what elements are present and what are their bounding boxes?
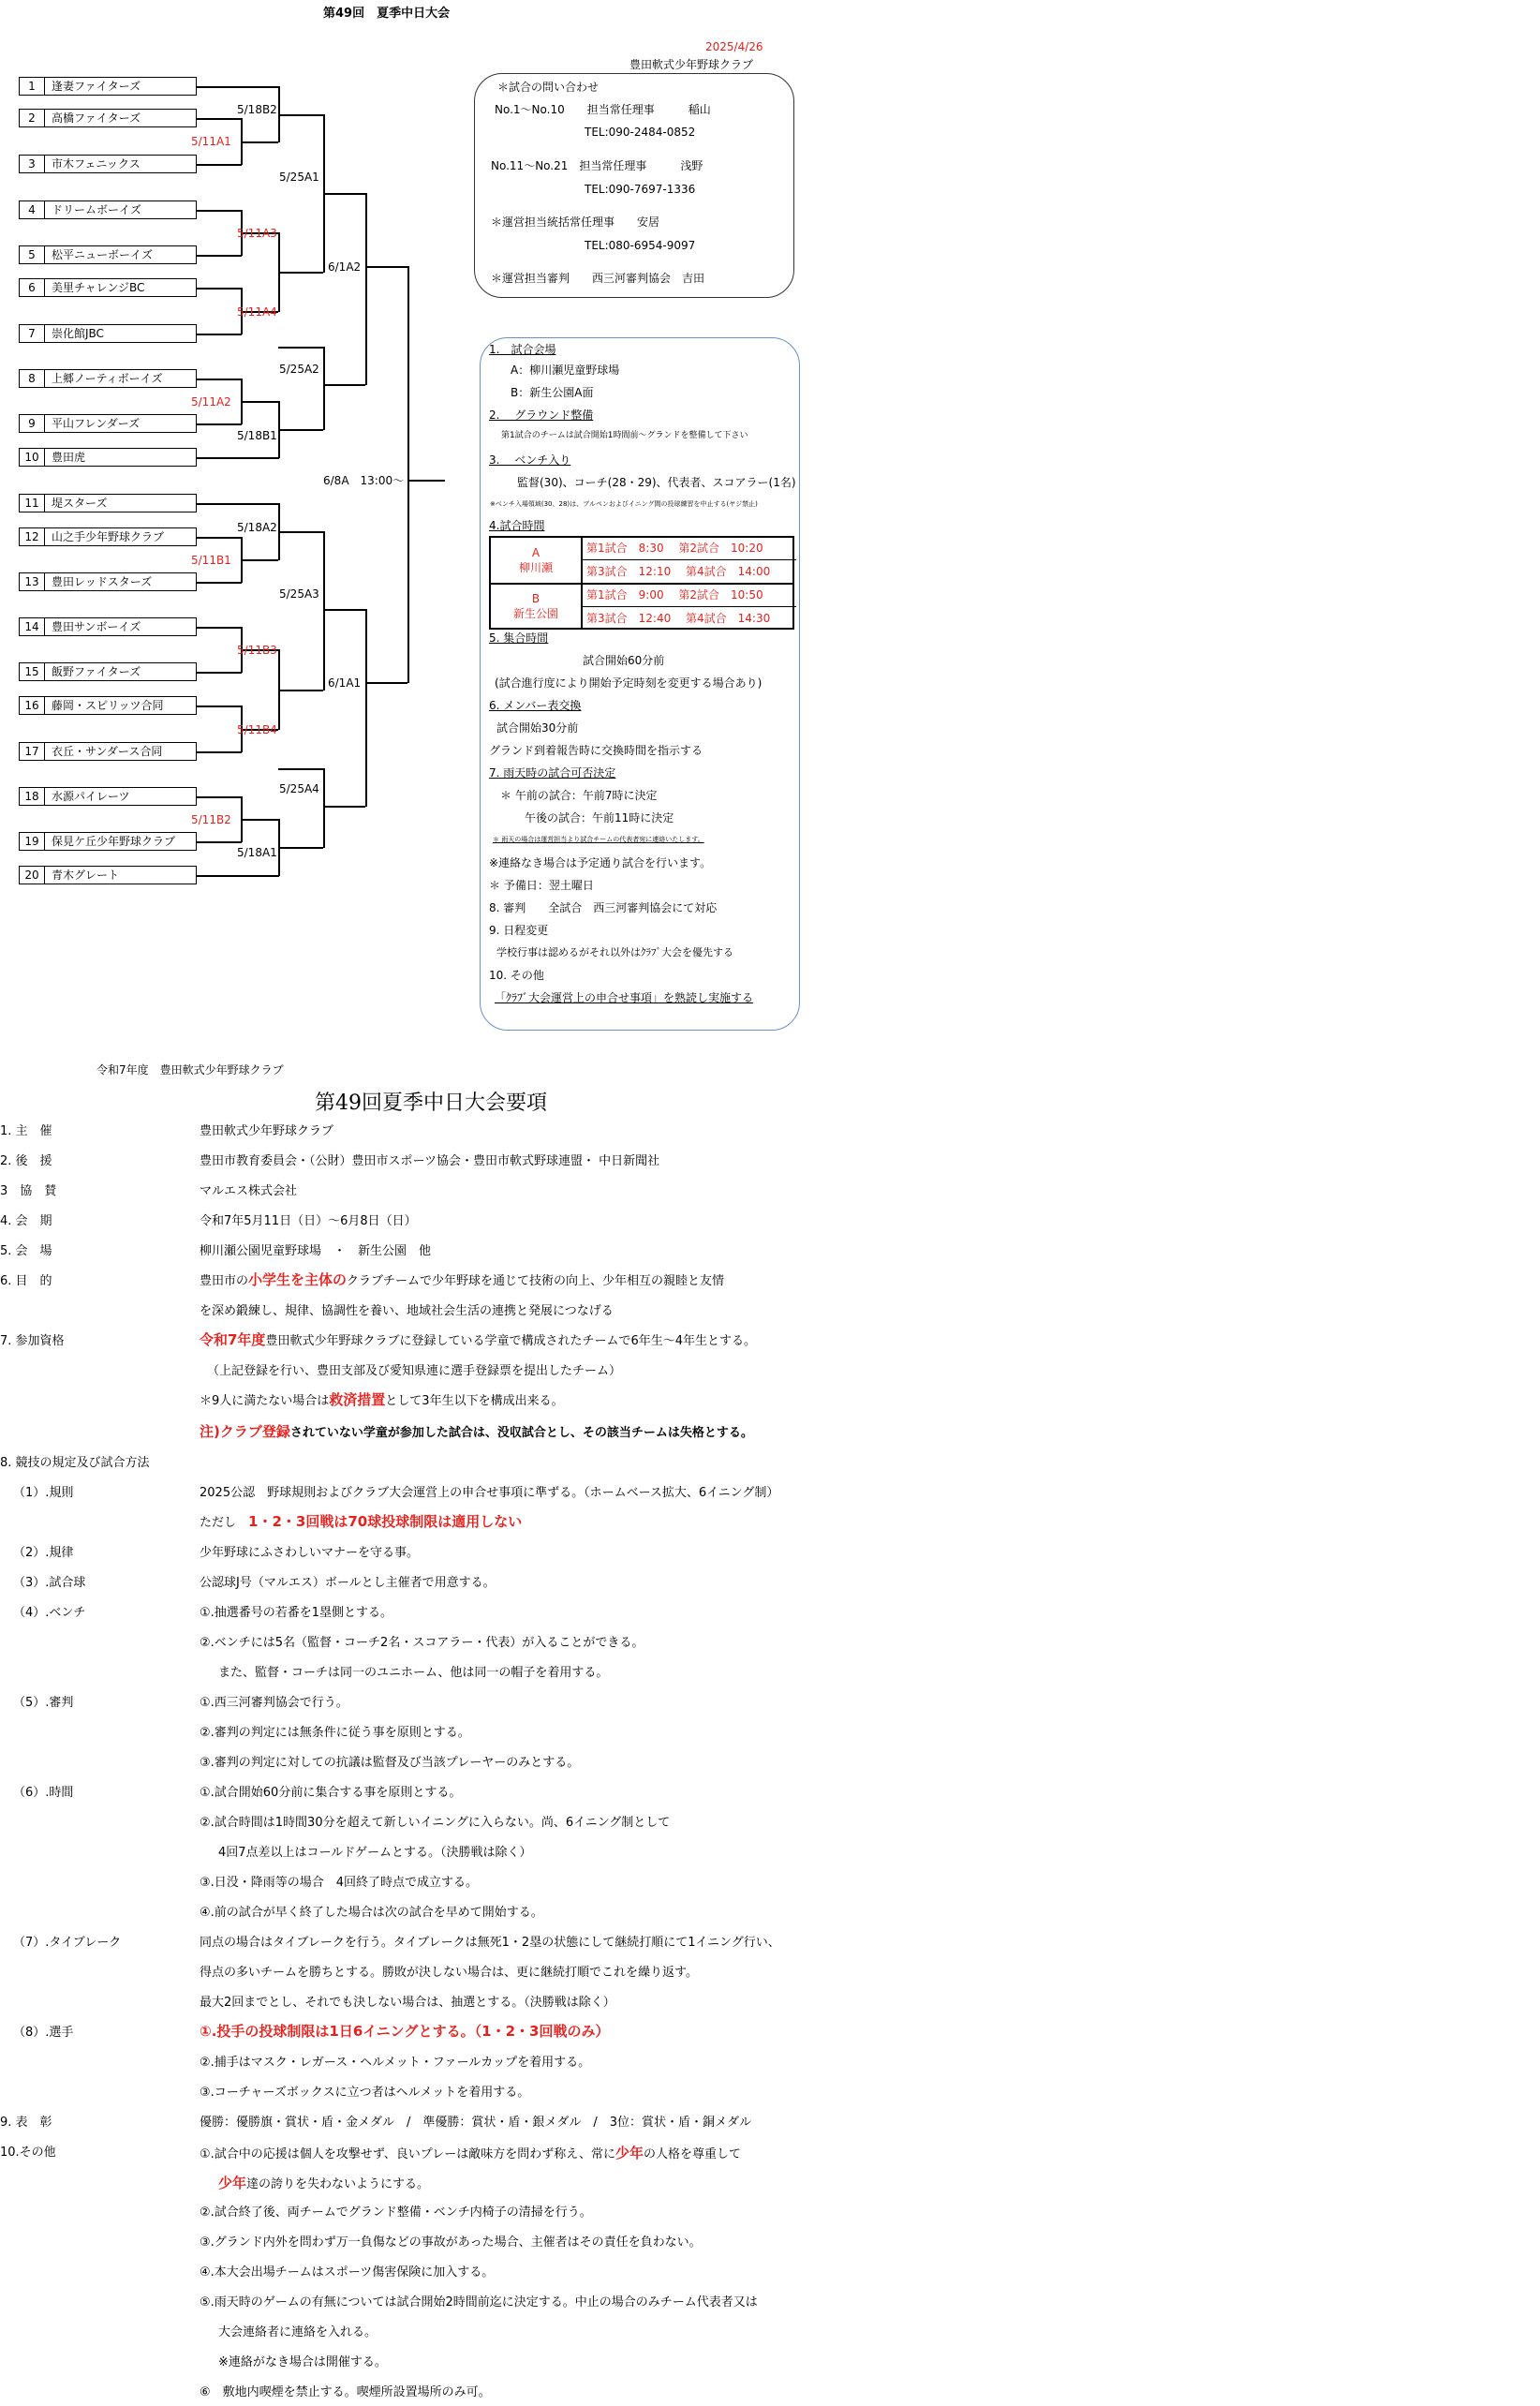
team-slot — [19, 448, 197, 467]
text-run: 豊田軟式少年野球クラブに登録している学童で構成されたチームで6年生～4年生とする。 — [265, 1334, 756, 1348]
item-value: ⑤.雨天時のゲームの有無については試合開始2時間前迄に決定する。中止の場合のみチーム代表者又は — [200, 2295, 758, 2309]
game-label: 5/25A3 — [279, 587, 319, 601]
item-value: 得点の多いチームを勝ちとする。勝敗が決しない場合は、更に継続打順でこれを繰り返す。 — [200, 1966, 698, 1980]
item-value: ①.試合開始60分前に集合する事を原則とする。 — [200, 1786, 462, 1800]
item-value: 最大2回までとし、それでも決しない場合は、抽選とする。（決勝戦は除く） — [200, 1996, 615, 2010]
item-label: 9. 表 彰 — [0, 2116, 52, 2130]
emphasis-text: 注)クラブ登録 — [200, 1423, 290, 1440]
info-text: グランド到着報告時に交換時間を指示する — [489, 744, 703, 757]
item-value: ※連絡がなき場合は開催する。 — [218, 2355, 387, 2369]
team-name: 崇化館JBC — [52, 327, 104, 340]
venue-b-times-2: 第3試合 12:40 第4試合 14:30 — [586, 612, 771, 625]
info-text: 試合開始60分前 — [583, 654, 665, 667]
item-value: （上記登録を行い、豊田支部及び愛知県連に選手登録票を提出したチーム） — [207, 1364, 622, 1378]
game-label: 5/18B1 — [237, 429, 277, 442]
item-value: ②.ベンチには5名（監督・コーチ2名・スコアラー・代表）が入ることができる。 — [200, 1636, 644, 1650]
team-number: 20 — [20, 867, 45, 884]
team-name: 飯野ファイターズ — [52, 665, 141, 678]
team-slot — [19, 527, 197, 546]
game-label: 5/18B2 — [237, 103, 277, 116]
team-number: 8 — [20, 370, 45, 387]
team-name: 逢妻ファイターズ — [52, 80, 141, 93]
item-label: 7. 参加資格 — [0, 1334, 65, 1348]
team-number: 18 — [20, 788, 45, 805]
text-run: ただし — [200, 1516, 249, 1530]
team-slot — [19, 109, 197, 127]
game-label: 5/25A4 — [279, 782, 319, 795]
doc-title: 第49回夏季中日大会要項 — [315, 1092, 547, 1115]
team-number: 5 — [20, 246, 45, 263]
game-label: 5/25A2 — [279, 363, 319, 376]
item-label: 6. 目 的 — [0, 1274, 52, 1288]
text-run: として3年生以下を構成出来る。 — [385, 1394, 564, 1408]
item-value: ③.日没・降雨等の場合 4回終了時点で成立する。 — [200, 1876, 479, 1890]
team-number: 4 — [20, 201, 45, 218]
item-value: 大会連絡者に連絡を入れる。 — [218, 2325, 378, 2339]
team-slot — [19, 662, 197, 681]
contact-line: No.1～No.10 担当常任理事 稲山 — [495, 103, 711, 116]
team-number: 11 — [20, 495, 45, 512]
game-label: 5/11B3 — [237, 644, 277, 657]
item-value — [200, 1424, 753, 1441]
item-value: ⑥ 敷地内喫煙を禁止する。喫煙所設置場所のみ可。 — [200, 2385, 491, 2399]
info-heading: 3. ベンチ入り — [489, 453, 571, 467]
item-value: 公認球J号（マルエス）ボールとし主催者で用意する。 — [200, 1576, 496, 1590]
text-run: ＊9人に満たない場合は — [200, 1394, 330, 1408]
team-name: 平山フレンダーズ — [52, 417, 141, 430]
team-number: 10 — [20, 449, 45, 466]
doc-org-line: 令和7年度 豊田軟式少年野球クラブ — [96, 1063, 284, 1077]
text-run: ①.試合中の応援は個人を攻撃せず、良いプレーは敵味方を問わず称え、常に — [200, 2147, 616, 2161]
info-text: (試合進行度により開始予定時刻を変更する場合あり) — [495, 676, 763, 690]
info-text: 午後の試合：午前11時に決定 — [525, 811, 674, 824]
text-run: の人格を尊重して — [644, 2147, 742, 2161]
info-text: 「ｸﾗﾌﾞ大会運営上の申合せ事項」を熟読し実施する — [495, 991, 754, 1004]
doc-body — [0, 1121, 1540, 2406]
info-text: ※連絡なき場合は予定通り試合を行います。 — [489, 856, 712, 869]
team-name: ドリームボーイズ — [52, 203, 141, 216]
contact-line: No.11～No.21 担当常任理事 浅野 — [491, 159, 703, 172]
team-slot — [19, 278, 197, 297]
venue-b-times-1: 第1試合 9:00 第2試合 10:50 — [586, 588, 763, 602]
text-run: 達の誇りを失わないようにする。 — [246, 2177, 430, 2191]
info-heading: 1. 試合会場 — [489, 343, 556, 356]
info-heading: 4.試合時間 — [489, 519, 545, 532]
item-value: 豊田軟式少年野球クラブ — [200, 1124, 334, 1138]
team-number: 6 — [20, 279, 45, 296]
game-label: 5/11A1 — [191, 135, 231, 148]
info-text: 第1試合のチームは試合開始1時間前～グランドを整備して下さい — [501, 431, 748, 440]
team-slot — [19, 494, 197, 512]
team-slot — [19, 155, 197, 173]
item-value: ②.試合終了後、両チームでグランド整備・ベンチ内椅子の清掃を行う。 — [200, 2206, 592, 2220]
venue-a-times-2: 第3試合 12:10 第4試合 14:00 — [586, 565, 771, 578]
info-text: B：新生公園A面 — [511, 386, 594, 399]
team-name: 青木グレート — [52, 869, 120, 882]
item-value: ②.捕手はマスク・レガース・ヘルメット・ファールカップを着用する。 — [200, 2056, 591, 2070]
team-number: 16 — [20, 697, 45, 714]
info-heading: 9. 日程変更 — [489, 924, 549, 937]
team-slot — [19, 787, 197, 806]
team-slot — [19, 77, 197, 96]
item-label: 1. 主 催 — [0, 1124, 52, 1138]
item-value: マルエス株式会社 — [200, 1184, 298, 1198]
item-value: ④.本大会出場チームはスポーツ傷害保険に加入する。 — [200, 2265, 495, 2280]
team-number: 15 — [20, 663, 45, 680]
emphasis-text: 1・2・3回戦は70球投球制限は適用しない — [248, 1513, 523, 1530]
info-heading: 10. その他 — [489, 969, 544, 982]
sub-label: （5）.審判 — [13, 1696, 74, 1710]
final-label: 6/8A 13:00～ — [323, 474, 405, 487]
item-value — [218, 2176, 429, 2192]
info-text: 監督(30)、コーチ(28・29)、代表者、スコアラー(1名) — [517, 476, 796, 489]
item-value: 2025公認 野球規則およびクラブ大会運営上の申合せ事項に準ずる。（ホームベース拡大、6イニング制） — [200, 1486, 779, 1500]
item-value: 豊田市教育委員会・（公財）豊田市スポーツ協会・豊田市軟式野球連盟・ 中日新聞社 — [200, 1154, 660, 1168]
item-value: ①.抽選番号の若番を1塁側とする。 — [200, 1606, 393, 1620]
team-name: 堤スターズ — [52, 497, 108, 510]
item-value: ②.試合時間は1時間30分を超えて新しいイニングに入らない。尚、6イニング制として — [200, 1816, 671, 1830]
info-heading: 8. 審判 全試合 西三河審判協会にて対応 — [489, 901, 718, 914]
sub-label: （2）.規律 — [13, 1546, 74, 1560]
team-name: 水源パイレーツ — [52, 790, 130, 803]
contact-heading: ＊試合の問い合わせ — [497, 81, 600, 94]
item-value: 優勝：優勝旗・賞状・盾・金メダル / 準優勝：賞状・盾・銀メダル / 3位：賞状・盾・銅メダル — [200, 2116, 752, 2130]
game-label: 5/11A4 — [237, 305, 277, 319]
game-label: 5/11B4 — [237, 723, 277, 736]
sub-label: （7）.タイブレーク — [13, 1936, 122, 1950]
info-text: ＊ 予備日：翌土曜日 — [489, 879, 594, 892]
item-label: 8. 競技の規定及び試合方法 — [0, 1456, 150, 1470]
team-slot — [19, 324, 197, 343]
game-label: 5/11B2 — [191, 813, 231, 826]
team-number: 9 — [20, 415, 45, 432]
team-slot — [19, 200, 197, 219]
item-value: ③.審判の判定に対しての抗議は監督及び当該プレーヤーのみとする。 — [200, 1756, 580, 1770]
item-label: 2. 後 援 — [0, 1154, 52, 1168]
team-slot — [19, 414, 197, 433]
team-name: 上郷ノーティボーイズ — [52, 372, 163, 385]
text-run: 豊田市の — [200, 1274, 249, 1288]
tournament-title: 第49回 夏季中日大会 — [323, 7, 451, 21]
item-value: ③.グランド内外を問わず万一負傷などの事故があった場合、主催者はその責任を負わない。 — [200, 2235, 702, 2250]
team-name: 藤岡・スピリッツ合同 — [52, 699, 164, 712]
team-name: 高橋ファイターズ — [52, 111, 141, 125]
emphasis-text: 令和7年度 — [200, 1331, 266, 1348]
info-heading: 2. グラウンド整備 — [489, 408, 594, 422]
team-name: 山之手少年野球クラブ — [52, 530, 165, 543]
contact-line: ＊運営担当統括常任理事 安居 — [491, 215, 660, 229]
game-label: 5/11B1 — [191, 554, 231, 567]
schedule-table — [489, 536, 794, 630]
team-number: 19 — [20, 833, 45, 850]
item-value — [200, 1272, 724, 1289]
item-value: ③.コーチャーズボックスに立つ者はヘルメットを着用する。 — [200, 2086, 530, 2100]
team-slot — [19, 572, 197, 591]
emphasis-text: 小学生を主体の — [248, 1271, 348, 1288]
issue-date: 2025/4/26 — [705, 40, 763, 53]
info-text: A：柳川瀬児童野球場 — [511, 364, 620, 377]
team-number: 2 — [20, 110, 45, 126]
item-value: また、監督・コーチは同一のユニホーム、他は同一の帽子を着用する。 — [218, 1666, 609, 1680]
team-number: 3 — [20, 156, 45, 172]
item-value — [200, 1514, 522, 1531]
sub-label: （4）.ベンチ — [13, 1606, 86, 1620]
item-value: 同点の場合はタイブレークを行う。タイブレークは無死1・2塁の状態にして継続打順にて1イニング行い、 — [200, 1936, 780, 1950]
venue-b-letter: B — [531, 592, 540, 605]
venue-a-name: 柳川瀬 — [518, 561, 553, 574]
emphasis-text: 少年 — [615, 2145, 644, 2161]
game-label: 5/18A1 — [237, 846, 277, 859]
team-name: 衣丘・サンダース合同 — [52, 745, 163, 758]
tournament-bracket — [0, 0, 525, 899]
team-number: 17 — [20, 743, 45, 760]
team-name: 豊田レッドスターズ — [52, 575, 153, 588]
team-number: 1 — [20, 78, 45, 95]
team-name: 豊田サンボーイズ — [52, 620, 141, 633]
organizer: 豊田軟式少年野球クラブ — [629, 58, 754, 71]
text-run: クラブチームで少年野球を通じて技術の向上、少年相互の親睦と友情 — [347, 1274, 725, 1288]
game-label: 5/18A2 — [237, 521, 277, 534]
item-value: を深め鍛練し、規律、協調性を養い、地域社会生活の連携と発展につなげる — [200, 1304, 614, 1318]
info-text: ＊ 午前の試合：午前7時に決定 — [500, 789, 658, 802]
team-number: 12 — [20, 528, 45, 545]
item-label: 4. 会 期 — [0, 1214, 52, 1228]
venue-a-letter: A — [531, 546, 540, 559]
team-slot — [19, 866, 197, 884]
emphasis-text: 少年 — [218, 2175, 247, 2191]
team-slot — [19, 369, 197, 388]
item-value: 少年野球にふさわしいマナーを守る事。 — [200, 1546, 420, 1560]
emphasis-text: 救済措置 — [329, 1391, 386, 1408]
team-slot — [19, 742, 197, 761]
sub-label: （6）.時間 — [13, 1786, 74, 1800]
info-note: ※ベンチ入場領域(30、28)は、ブルペンおよびイニング間の投球練習を中止する(ヤジ禁止) — [490, 500, 758, 508]
info-heading: 7. 雨天時の試合可否決定 — [489, 766, 616, 780]
team-number: 14 — [20, 618, 45, 635]
team-name: 保見ケ丘少年野球クラブ — [52, 835, 176, 848]
info-heading: 5. 集合時間 — [489, 631, 549, 645]
team-number: 13 — [20, 573, 45, 590]
item-label: 10.その他 — [0, 2146, 56, 2160]
venue-b-name: 新生公園 — [512, 607, 558, 620]
item-value: ①.投手の投球制限は1日6イニングとする。（1・2・3回戦のみ） — [200, 2023, 610, 2040]
info-text: 試合開始30分前 — [496, 721, 579, 735]
item-label: 3 協 賛 — [0, 1184, 57, 1198]
item-value: 柳川瀬公園児童野球場 ・ 新生公園 他 — [200, 1244, 432, 1258]
item-value — [200, 1332, 756, 1349]
contact-line: ＊運営担当審判 西三河審判協会 吉田 — [491, 272, 705, 285]
team-name: 松平ニューボーイズ — [52, 248, 153, 261]
sub-label: （3）.試合球 — [13, 1576, 86, 1590]
sub-label: （8）.選手 — [13, 2026, 74, 2040]
team-slot — [19, 245, 197, 264]
item-value: ②.審判の判定には無条件に従う事を原則とする。 — [200, 1726, 470, 1740]
sub-label: （1）.規則 — [13, 1486, 74, 1500]
item-value: 4回7点差以上はコールドゲームとする。（決勝戦は除く） — [218, 1846, 532, 1860]
team-name: 豊田虎 — [52, 451, 86, 464]
game-label: 6/1A1 — [328, 676, 362, 690]
item-value: ④.前の試合が早く終了した場合は次の試合を早めて開始する。 — [200, 1906, 543, 1920]
team-slot — [19, 617, 197, 636]
game-label: 5/11A3 — [237, 227, 277, 240]
game-label: 5/25A1 — [279, 171, 319, 184]
game-label: 6/1A2 — [328, 260, 362, 274]
contact-phone: TEL:090-7697-1336 — [585, 183, 696, 196]
contact-phone: TEL:080-6954-9097 — [585, 239, 696, 252]
info-heading: 6. メンバー表交換 — [489, 699, 582, 712]
item-value: 令和7年5月11日（日）～6月8日（日） — [200, 1214, 417, 1228]
item-value — [200, 1392, 564, 1409]
team-slot — [19, 696, 197, 715]
item-value — [200, 2146, 741, 2162]
item-value: ①.西三河審判協会で行う。 — [200, 1696, 348, 1710]
info-text: 学校行事は認めるがそれ以外はｸﾗﾌﾞ大会を優先する — [496, 946, 733, 958]
item-label: 5. 会 場 — [0, 1244, 52, 1258]
team-name: 美里チャレンジBC — [52, 281, 145, 294]
team-number: 7 — [20, 325, 45, 342]
contact-phone: TEL:090-2484-0852 — [585, 126, 696, 139]
game-label: 5/11A2 — [191, 395, 231, 408]
team-name: 市木フェニックス — [52, 157, 141, 171]
venue-a-times-1: 第1試合 8:30 第2試合 10:20 — [586, 542, 763, 555]
info-note: ＊ 雨天の場合は運営担当より試合チームの代表者宛に連絡いたします。 — [493, 836, 704, 843]
text-run: されていない学童が参加した試合は、没収試合とし、その該当チームは失格とする。 — [289, 1426, 753, 1440]
team-slot — [19, 832, 197, 851]
